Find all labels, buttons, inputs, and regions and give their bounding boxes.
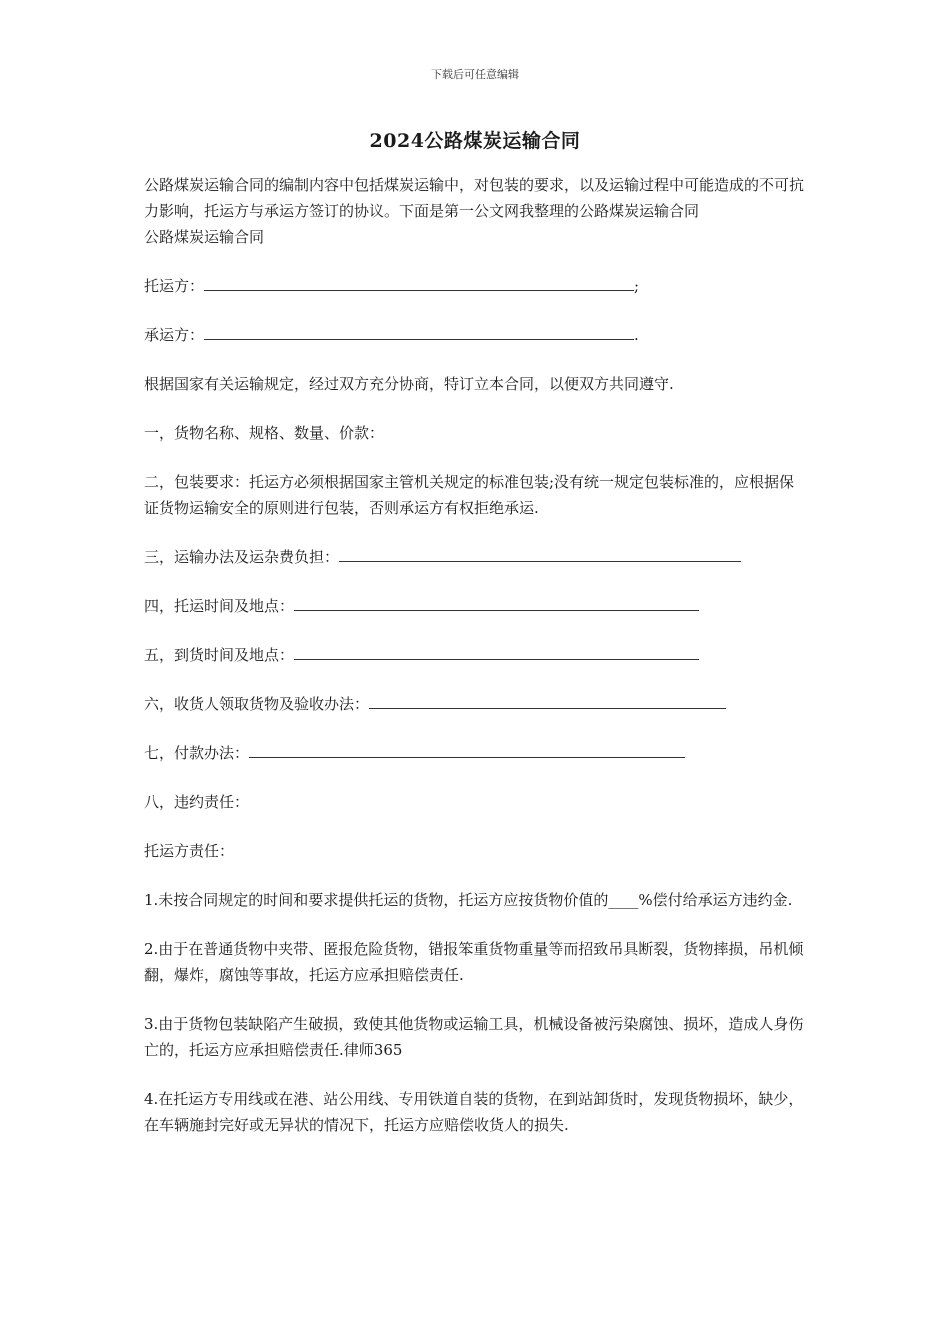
item-payment: 七，付款办法： — [144, 744, 250, 762]
item-liability: 八，违约责任： — [144, 793, 250, 811]
shipper-line — [144, 273, 809, 299]
item-goods: 一，货物名称、规格、数量、价款： — [144, 424, 385, 442]
item-transport-method: 三，运输办法及运杂费负担： — [144, 548, 340, 566]
carrier-label: 承运方： — [144, 326, 205, 344]
item-transport-method-line — [144, 544, 809, 570]
carrier-blank — [204, 323, 634, 340]
item-receipt: 六，收货人领取货物及验收办法： — [144, 695, 370, 713]
responsibility-2: 2.由于在普通货物中夹带、匿报危险货物，错报笨重货物重量等而招致吊具断裂，货物摔损，吊机倾翻，爆炸，腐蚀等事故，托运方应承担赔偿责任. — [144, 940, 804, 984]
receipt-blank — [369, 692, 726, 709]
intro-subtitle: 公路煤炭运输合同 — [144, 228, 265, 246]
item-receipt-line — [144, 691, 809, 717]
transport-method-blank — [339, 545, 741, 562]
shipper-label: 托运方： — [144, 277, 205, 295]
shipper-responsibility-heading: 托运方责任： — [144, 842, 235, 860]
item-arrival-time: 五，到货时间及地点： — [144, 646, 295, 664]
payment-blank — [249, 741, 685, 758]
arrival-time-blank — [294, 643, 699, 660]
item-arrival-time-line — [144, 642, 809, 668]
shipper-blank — [204, 274, 634, 291]
item-payment-line — [144, 740, 809, 766]
basis-paragraph: 根据国家有关运输规定，经过双方充分协商，特订立本合同，以便双方共同遵守. — [144, 375, 674, 393]
carrier-line — [144, 322, 809, 348]
shipper-end: ; — [634, 277, 640, 295]
intro-paragraph: 公路煤炭运输合同的编制内容中包括煤炭运输中，对包装的要求，以及运输过程中可能造成的不可抗力影响，托运方与承运方签订的协议。下面是第一公文网我整理的公路煤炭运输合同 — [144, 176, 805, 220]
item-shipping-time: 四，托运时间及地点： — [144, 597, 295, 615]
responsibility-4: 4.在托运方专用线或在港、站公用线、专用铁道自装的货物，在到站卸货时，发现货物损坏，缺少，在车辆施封完好或无异状的情况下，托运方应赔偿收货人的损失. — [144, 1090, 804, 1134]
document-body — [144, 172, 809, 1138]
item-shipping-time-line — [144, 593, 809, 619]
carrier-end: . — [634, 326, 639, 344]
shipping-time-blank — [294, 594, 699, 611]
header-note: 下载后可任意编辑 — [431, 68, 519, 81]
document-title: 2024公路煤炭运输合同 — [369, 130, 581, 152]
responsibility-3: 3.由于货物包装缺陷产生破损，致使其他货物或运输工具，机械设备被污染腐蚀、损坏，造成人身伤亡的，托运方应承担赔偿责任.律师365 — [144, 1015, 804, 1059]
item-packaging: 二，包装要求：托运方必须根据国家主管机关规定的标准包装;没有统一规定包装标准的，应根据保证货物运输安全的原则进行包装，否则承运方有权拒绝承运. — [144, 473, 795, 517]
responsibility-1: 1.未按合同规定的时间和要求提供托运的货物，托运方应按货物价值的____%偿付给承运方违约金. — [144, 891, 793, 909]
